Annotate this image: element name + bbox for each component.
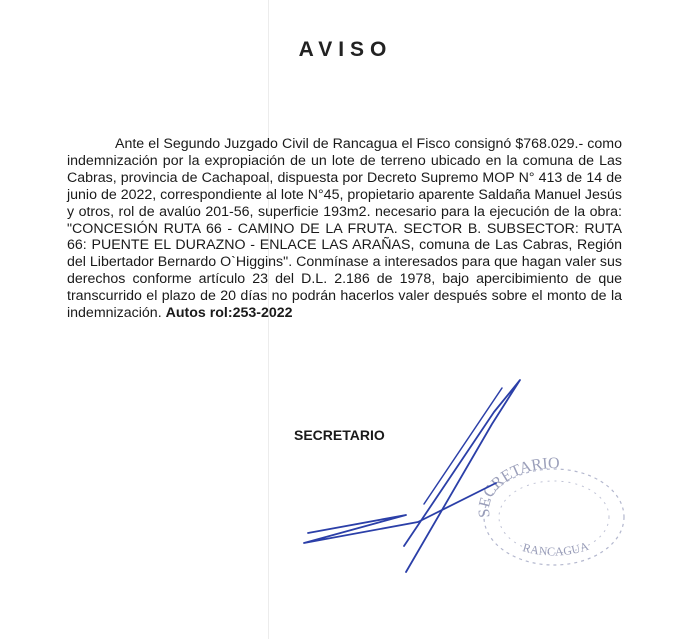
case-reference: Autos rol:253-2022 <box>165 305 293 322</box>
notice-body <box>67 136 622 322</box>
notice-title: AVISO <box>298 38 393 61</box>
signer-title: SECRETARIO <box>294 427 385 443</box>
seal-text-top: SECRETARIO <box>475 455 560 519</box>
notice-paragraph <box>67 136 622 322</box>
handwritten-signature <box>296 376 526 586</box>
seal-text-bottom: RANCAGUA <box>521 538 591 559</box>
notice-paragraph-text: Ante el Segundo Juzgado Civil de Rancagua el Fisco consignó $768.029.- como indemnización por la expropiación de un lote de terreno ubicado en la comuna de Las Cabras, provincia de Cachapoal, dispuesta por Decreto Supremo MOP N° 413 de 14 de junio de 2022, correspondiente al lote N°45, propietario aparente Saldaña Manuel Jesús y otros, rol de avalúo 201-56, superficie 193m2. necesario para la ejecución de la obra: "CONCESIÓN RUTA 66 - CAMINO DE LA FRUTA. SECTOR B. SUBSECTOR: RUTA 66: PUENTE EL DURAZNO - ENLACE LAS ARAÑAS, comuna de Las Cabras, Región del Libertador Bernardo O`Higgins". Conmínase a interesados para que hagan valer sus derechos conforme artículo 23 del D.L. 2.186 de 1978, bajo apercibimiento de que transcurrido el plazo de 20 días no podrán hacerlos valer después sobre el monto de la indemnización. <box>67 136 622 322</box>
